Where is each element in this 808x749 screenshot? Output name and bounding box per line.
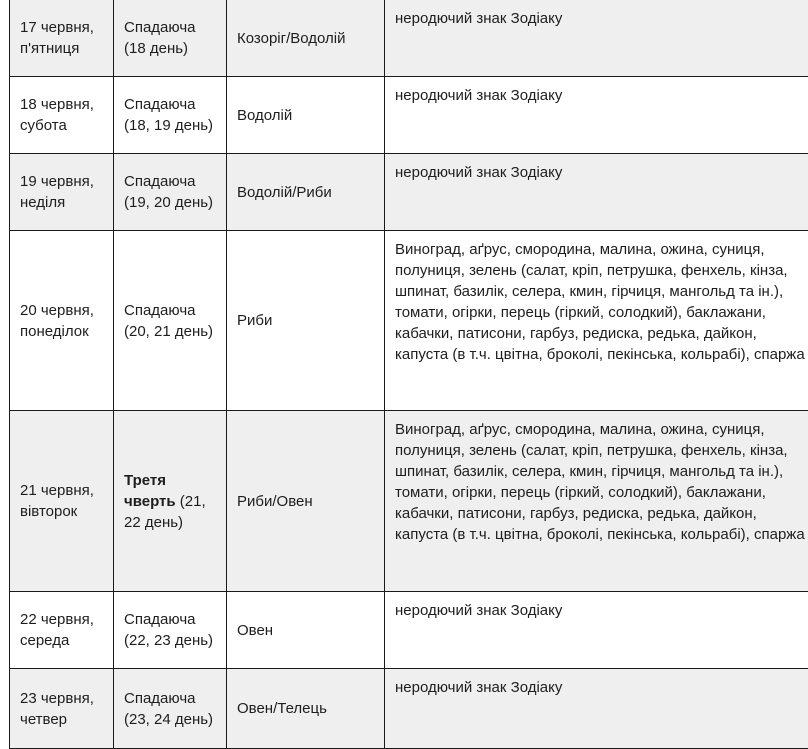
zodiac-cell: Риби/Овен — [227, 411, 385, 592]
crops-cell: неродючий знак Зодіаку — [385, 592, 808, 669]
moon-phase-label: Спадаюча — [124, 173, 195, 190]
moon-days-label: (19, 20 день) — [124, 194, 213, 211]
moon-phase-cell — [114, 77, 227, 154]
crops-cell: неродючий знак Зодіаку — [385, 154, 808, 231]
moon-phase-label: Спадаюча — [124, 19, 195, 36]
date-cell: 23 червня, четвер — [10, 669, 114, 749]
crops-cell: неродючий знак Зодіаку — [385, 77, 808, 154]
zodiac-cell: Овен — [227, 592, 385, 669]
moon-days-label: (18 день) — [124, 40, 188, 57]
crops-cell: неродючий знак Зодіаку — [385, 669, 808, 749]
crops-cell: Виноград, аґрус, смородина, малина, ожина, суниця, полуниця, зелень (салат, кріп, петрушка, фенхель, кінза, шпинат, базилік, селера, кмин, гірчиця, мангольд та ін.), томати, огірки, перець (гіркий, солодкий), баклажани, кабачки, патисони, гарбуз, редиска, редька, дайкон, капуста (в т.ч. цвітна, броколі, пекінська, кольрабі), спаржа — [385, 411, 808, 592]
moon-phase-cell — [114, 411, 227, 592]
table-row — [10, 592, 808, 669]
moon-phase-cell — [114, 154, 227, 231]
crops-cell: Виноград, аґрус, смородина, малина, ожина, суниця, полуниця, зелень (салат, кріп, петрушка, фенхель, кінза, шпинат, базилік, селера, кмин, гірчиця, мангольд та ін.), томати, огірки, перець (гіркий, солодкий), баклажани, кабачки, патисони, гарбуз, редиска, редька, дайкон, капуста (в т.ч. цвітна, броколі, пекінська, кольрабі), спаржа — [385, 231, 808, 411]
moon-phase-label: Спадаюча — [124, 302, 195, 319]
date-cell: 22 червня, середа — [10, 592, 114, 669]
moon-phase-cell — [114, 231, 227, 411]
zodiac-cell: Водолій/Риби — [227, 154, 385, 231]
table-row — [10, 154, 808, 231]
lunar-sowing-calendar-table — [9, 0, 808, 749]
moon-phase-label: Третя чверть — [124, 472, 176, 510]
moon-days-label: (23, 24 день) — [124, 711, 213, 728]
table-row — [10, 669, 808, 749]
moon-phase-cell — [114, 0, 227, 77]
moon-days-label: (21, 22 день) — [124, 493, 206, 531]
date-cell: 20 червня, понеділок — [10, 231, 114, 411]
zodiac-cell: Риби — [227, 231, 385, 411]
moon-phase-label: Спадаюча — [124, 96, 195, 113]
date-cell: 18 червня, субота — [10, 77, 114, 154]
table-row — [10, 77, 808, 154]
crops-cell: неродючий знак Зодіаку — [385, 0, 808, 77]
table-row — [10, 231, 808, 411]
moon-days-label: (22, 23 день) — [124, 632, 213, 649]
zodiac-cell: Водолій — [227, 77, 385, 154]
moon-phase-label: Спадаюча — [124, 611, 195, 628]
moon-phase-label: Спадаюча — [124, 690, 195, 707]
zodiac-cell: Козоріг/Водолій — [227, 0, 385, 77]
zodiac-cell: Овен/Телець — [227, 669, 385, 749]
moon-days-label: (18, 19 день) — [124, 117, 213, 134]
moon-days-label: (20, 21 день) — [124, 323, 213, 340]
date-cell: 19 червня, неділя — [10, 154, 114, 231]
table-row — [10, 411, 808, 592]
moon-phase-cell — [114, 592, 227, 669]
moon-phase-cell — [114, 669, 227, 749]
date-cell: 21 червня, вівторок — [10, 411, 114, 592]
table-row — [10, 0, 808, 77]
date-cell: 17 червня, п'ятниця — [10, 0, 114, 77]
